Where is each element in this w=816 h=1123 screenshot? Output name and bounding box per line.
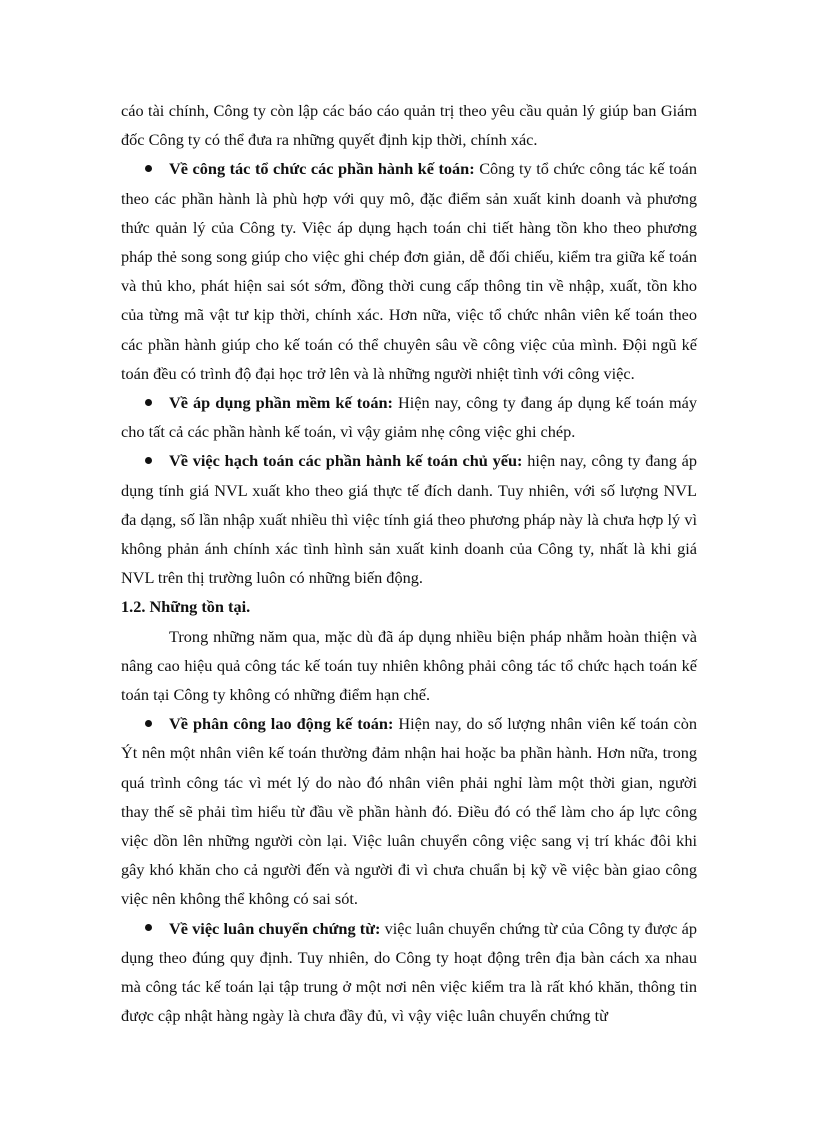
bullet-main-accounting: [121, 446, 697, 592]
bullet-icon: [145, 924, 152, 931]
bullet-lead: Về áp dụng phần mềm kế toán:: [169, 393, 393, 413]
section-heading: 1.2. Những tồn tại.: [121, 597, 251, 617]
bullet-text: việc luân chuyển chứng từ của Công ty được áp dụng theo đúng quy định. Tuy nhiên, do Công ty hoạt động trên địa bàn cách xa nhau mà công tác kế toán lại tập trung ở một nơi nên việc kiểm tra là rất khó khăn, thông tin được cập nhật hàng ngày là chưa đầy đủ, vì vậy việc luân chuyển chứng từ: [121, 918, 697, 1026]
paragraph-continuation: cáo tài chính, Công ty còn lập các báo cáo quản trị theo yêu cầu quản lý giúp ban Giám đốc Công ty có thể đưa ra những quyết định kịp thời, chính xác.: [121, 101, 697, 150]
bullet-icon: [145, 399, 152, 406]
bullet-text: hiện nay, công ty đang áp dụng tính giá NVL xuất kho theo giá thực tế đích danh. Tuy nhiên, với số lượng NVL đa dạng, số lần nhập xuất nhiều thì việc tính giá theo phương pháp này là chưa hợp lý vì không phản ánh chính xác tình hình sản xuất kinh doanh của Công ty, nhất là khi giá NVL trên thị trường luôn có những biến động.: [121, 451, 697, 588]
bullet-lead: Về việc hạch toán các phần hành kế toán chủ yếu:: [169, 451, 523, 471]
bullet-text: Công ty tổ chức công tác kế toán theo các phần hành là phù hợp với quy mô, đặc điểm sản xuất kinh doanh và phương thức quản lý của Công ty. Việc áp dụng hạch toán chi tiết hàng tồn kho theo phương pháp thẻ song song giúp cho việc ghi chép đơn giản, dễ đối chiếu, kiểm tra giữa kế toán và thủ kho, phát hiện sai sót sớm, đồng thời cung cấp thông tin về nhập, xuất, tồn kho của từng mã vật tư kịp thời, chính xác. Hơn nữa, việc tổ chức nhân viên kế toán theo các phần hành giúp cho kế toán có thể chuyên sâu về công việc của mình. Đội ngũ kế toán đều có trình độ đại học trở lên và là những người nhiệt tình với công việc.: [121, 159, 697, 383]
bullet-labor-division: [121, 709, 697, 913]
bullet-organization-of-accounting: [121, 154, 697, 388]
bullet-accounting-software: [121, 388, 697, 446]
bullet-lead: Về công tác tổ chức các phần hành kế toán:: [169, 159, 475, 179]
bullet-icon: [145, 165, 152, 172]
bullet-icon: [145, 457, 152, 464]
bullet-document-rotation: [121, 914, 697, 1031]
bullet-icon: [145, 720, 152, 727]
bullet-lead: Về phân công lao động kế toán:: [169, 714, 394, 734]
bullet-text: Hiện nay, do số lượng nhân viên kế toán còn Ýt nên một nhân viên kế toán thường đảm nhận hai hoặc ba phần hành. Hơn nữa, trong quá trình công tác vì mét lý do nào đó nhân viên phải nghỉ làm một thời gian, người thay thế sẽ phải tìm hiểu từ đầu về phần hành đó. Điều đó có thể làm cho áp lực công việc dồn lên những người còn lại. Việc luân chuyển công việc sang vị trí khác đôi khi gây khó khăn cho cả người đến và người đi vì chưa chuẩn bị kỹ về việc bàn giao công việc nên không thể không có sai sót.: [121, 714, 697, 909]
bullet-lead: Về việc luân chuyển chứng từ:: [169, 918, 381, 938]
document-page: [121, 96, 697, 1031]
bullet-text: Hiện nay, công ty đang áp dụng kế toán máy cho tất cả các phần hành kế toán, vì vậy giảm nhẹ công việc ghi chép.: [121, 393, 697, 442]
paragraph-intro: Trong những năm qua, mặc dù đã áp dụng nhiều biện pháp nhằm hoàn thiện và nâng cao hiệu quả công tác kế toán tuy nhiên không phải công tác tổ chức hạch toán kế toán tại Công ty không có những điểm hạn chế.: [121, 626, 697, 705]
